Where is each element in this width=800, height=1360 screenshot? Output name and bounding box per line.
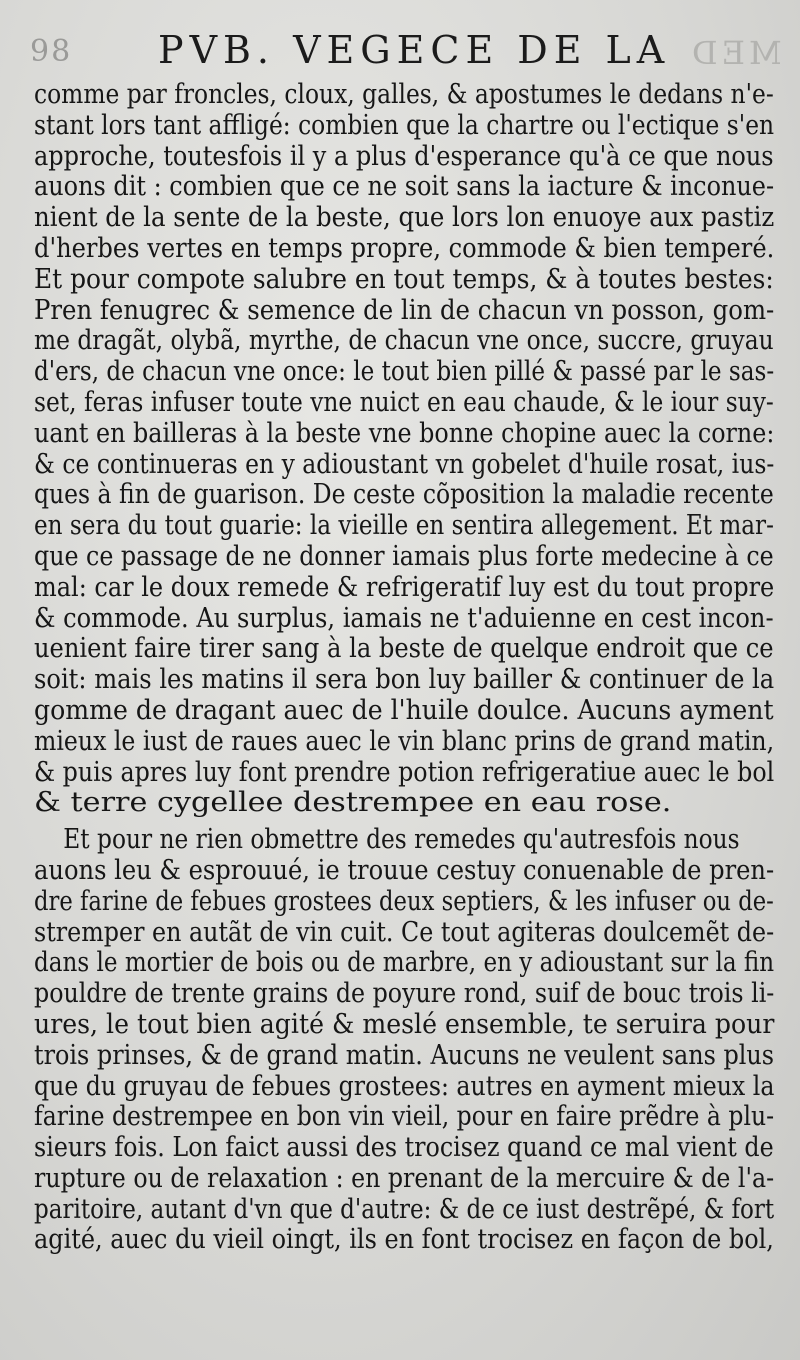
text-line: ures, le tout bien agité & meslé ensemble, te seruira pour — [34, 1008, 775, 1040]
text-line: & commode. Au surplus, iamais ne t'aduienne en cest incon- — [34, 602, 774, 634]
text-line: soit: mais les matins il sera bon luy bailler & continuer de la — [34, 664, 775, 696]
running-title: PVB. VEGECE DE LA — [158, 28, 671, 72]
text-line: Et pour ne rien obmettre des remedes qu'autresfois nous — [63, 824, 740, 856]
bleed-through-text: MED — [688, 34, 782, 72]
paragraph-1 — [34, 80, 774, 819]
text-line: mal: car le doux remede & refrigeratif luy est du tout propre — [34, 571, 775, 603]
text-line: mieux le iust de raues auec le vin blanc prins de grand matin, — [34, 725, 775, 757]
paragraph-2 — [34, 825, 774, 1256]
text-line: pouldre de trente grains de poyure rond, suif de bouc trois li- — [34, 978, 775, 1010]
text-line: auons dit : combien que ce ne soit sans la iacture & inconue- — [34, 171, 775, 203]
text-line: farine destrempee en bon vin vieil, pour en faire prẽdre à plu- — [34, 1101, 775, 1133]
text-line: & terre cygellee destrempee en eau rose. — [34, 787, 672, 819]
page-number: 98 — [30, 34, 73, 69]
text-line: comme par froncles, cloux, galles, & apostumes le dedans n'e- — [34, 79, 774, 110]
text-line: d'ers, de chacun vne once: le tout bien pillé & passé par le sas- — [34, 356, 775, 388]
body-text — [34, 80, 774, 1256]
text-line: que du gruyau de febues grostees: autres en ayment mieux la — [34, 1070, 775, 1102]
text-line: rupture ou de relaxation : en prenant de la mercuire & de l'a- — [34, 1162, 775, 1194]
text-line: nient de la sente de la beste, que lors lon enuoye aux pastiz — [34, 202, 775, 234]
text-line: uant en bailleras à la beste vne bonne chopine auec la corne: — [34, 417, 775, 449]
text-line: Pren fenugrec & semence de lin de chacun vn posson, gom- — [34, 294, 775, 326]
text-line: trois prinses, & de grand matin. Aucuns ne veulent sans plus — [34, 1039, 775, 1071]
text-line: dans le mortier de bois ou de marbre, en y adioustant sur la fin — [34, 947, 775, 979]
text-line: agité, auec du vieil oingt, ils en font trocisez en façon de bol, — [34, 1224, 774, 1256]
text-line: auons leu & esprouué, ie trouue cestuy conuenable de pren- — [34, 854, 775, 886]
text-line: en sera du tout guarie: la vieille en sentira allegement. Et mar- — [34, 510, 774, 542]
text-line: gomme de dragant auec de l'huile doulce. Aucuns ayment — [34, 694, 774, 726]
text-line: d'herbes vertes en temps propre, commode & bien temperé. — [34, 232, 775, 264]
text-line: uenient faire tirer sang à la beste de quelque endroit que ce — [34, 633, 774, 665]
text-line: stremper en autãt de vin cuit. Ce tout agiteras doulcemẽt de- — [34, 916, 775, 948]
text-line: Et pour compote salubre en tout temps, & à toutes bestes: — [34, 263, 774, 295]
text-line: me dragãt, olybã, myrthe, de chacun vne once, succre, gruyau — [34, 325, 774, 357]
running-head — [0, 28, 800, 76]
text-line: sieurs fois. Lon faict aussi des trocisez quand ce mal vient de — [34, 1132, 774, 1164]
text-line: & ce continueras en y adioustant vn gobelet d'huile rosat, ius- — [34, 448, 775, 480]
text-line: & puis apres luy font prendre potion refrigeratiue auec le bol — [34, 756, 775, 788]
text-line: approche, toutesfois il y a plus d'esperance qu'à ce que nous — [34, 140, 774, 172]
text-line: que ce passage de ne donner iamais plus forte medecine à ce — [34, 540, 774, 572]
text-line: stant lors tant affligé: combien que la chartre ou l'ectique s'en — [34, 109, 775, 141]
text-line: paritoire, autant d'vn que d'autre: & de ce iust destrẽpé, & fort — [34, 1193, 775, 1225]
text-line: dre farine de febues grostees deux septiers, & les infuser ou de- — [34, 885, 774, 917]
text-line: ques à fin de guarison. De ceste cõposition la maladie recente — [34, 479, 774, 511]
text-line: set, feras infuser toute vne nuict en eau chaude, & le iour suy- — [34, 386, 774, 418]
